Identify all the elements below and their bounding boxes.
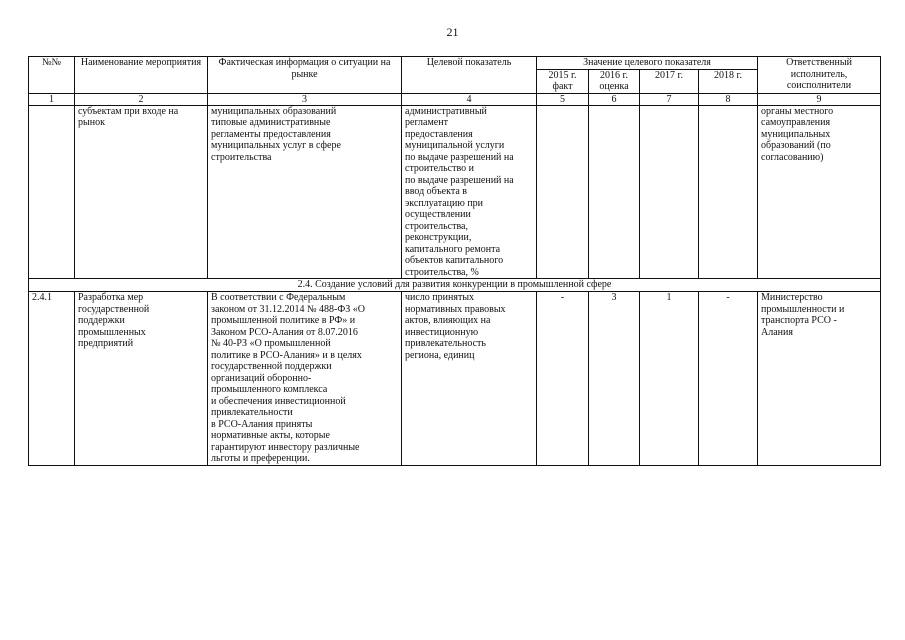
header-responsible: Ответственный исполнитель, соисполнители bbox=[758, 57, 881, 94]
cell-fact: В соответствии с Федеральным законом от 31.12.2014 № 488-ФЗ «О промышленной политике в РФ» и Законом РСО-Алания от 8.07.2016 № 40-РЗ «О промышленной политике в РСО-Алания» и в целях государственной поддержки организаций оборонно- промышленного комплекса и обеспечения инвестиционной привлекательности в РСО-Алания приняты нормативные акты, которые гарантируют инвестору различные льготы и преференции. bbox=[208, 292, 402, 466]
column-number: 5 bbox=[537, 93, 589, 105]
cell-2018: - bbox=[699, 292, 758, 466]
column-number: 9 bbox=[758, 93, 881, 105]
table-header-row bbox=[29, 57, 881, 70]
header-name: Наименование мероприятия bbox=[75, 57, 208, 94]
column-number: 8 bbox=[699, 93, 758, 105]
cell-name: Разработка мер государственной поддержки промышленных предприятий bbox=[75, 292, 208, 466]
header-fact: Фактическая информация о ситуации на рынке bbox=[208, 57, 402, 94]
cell-num: 2.4.1 bbox=[29, 292, 75, 466]
cell-2016 bbox=[589, 105, 640, 279]
column-numbers-row bbox=[29, 93, 881, 105]
cell-responsible: Министерство промышленности и транспорта РСО - Алания bbox=[758, 292, 881, 466]
column-number: 7 bbox=[640, 93, 699, 105]
section-row bbox=[29, 279, 881, 292]
measures-table bbox=[28, 56, 881, 466]
header-2017: 2017 г. bbox=[640, 69, 699, 93]
cell-num bbox=[29, 105, 75, 279]
header-target: Целевой показатель bbox=[402, 57, 537, 94]
header-values: Значение целевого показателя bbox=[537, 57, 758, 70]
header-num: №№ bbox=[29, 57, 75, 94]
header-2016: 2016 г. оценка bbox=[589, 69, 640, 93]
column-number: 6 bbox=[589, 93, 640, 105]
cell-target: число принятых нормативных правовых актов, влияющих на инвестиционную привлекательность региона, единиц bbox=[402, 292, 537, 466]
cell-2017: 1 bbox=[640, 292, 699, 466]
column-number: 1 bbox=[29, 93, 75, 105]
header-2015: 2015 г. факт bbox=[537, 69, 589, 93]
header-2018: 2018 г. bbox=[699, 69, 758, 93]
cell-responsible: органы местного самоуправления муниципальных образований (по согласованию) bbox=[758, 105, 881, 279]
column-number: 4 bbox=[402, 93, 537, 105]
section-title: 2.4. Создание условий для развития конкуренции в промышленной сфере bbox=[29, 279, 881, 292]
cell-name: субъектам при входе на рынок bbox=[75, 105, 208, 279]
cell-2015: - bbox=[537, 292, 589, 466]
table-row-continued bbox=[29, 105, 881, 279]
cell-2015 bbox=[537, 105, 589, 279]
column-number: 2 bbox=[75, 93, 208, 105]
cell-2017 bbox=[640, 105, 699, 279]
cell-fact: муниципальных образований типовые административные регламенты предоставления муниципальных услуг в сфере строительства bbox=[208, 105, 402, 279]
table-row-2-4-1 bbox=[29, 292, 881, 466]
cell-2018 bbox=[699, 105, 758, 279]
column-number: 3 bbox=[208, 93, 402, 105]
page-number: 21 bbox=[446, 25, 459, 39]
cell-2016: 3 bbox=[589, 292, 640, 466]
cell-target: административный регламент предоставления муниципальной услуги по выдаче разрешений на строительство и по выдаче разрешений на ввод объекта в эксплуатацию при осуществлении строительства, реконструкции, капитального ремонта объектов капитального строительства, % bbox=[402, 105, 537, 279]
